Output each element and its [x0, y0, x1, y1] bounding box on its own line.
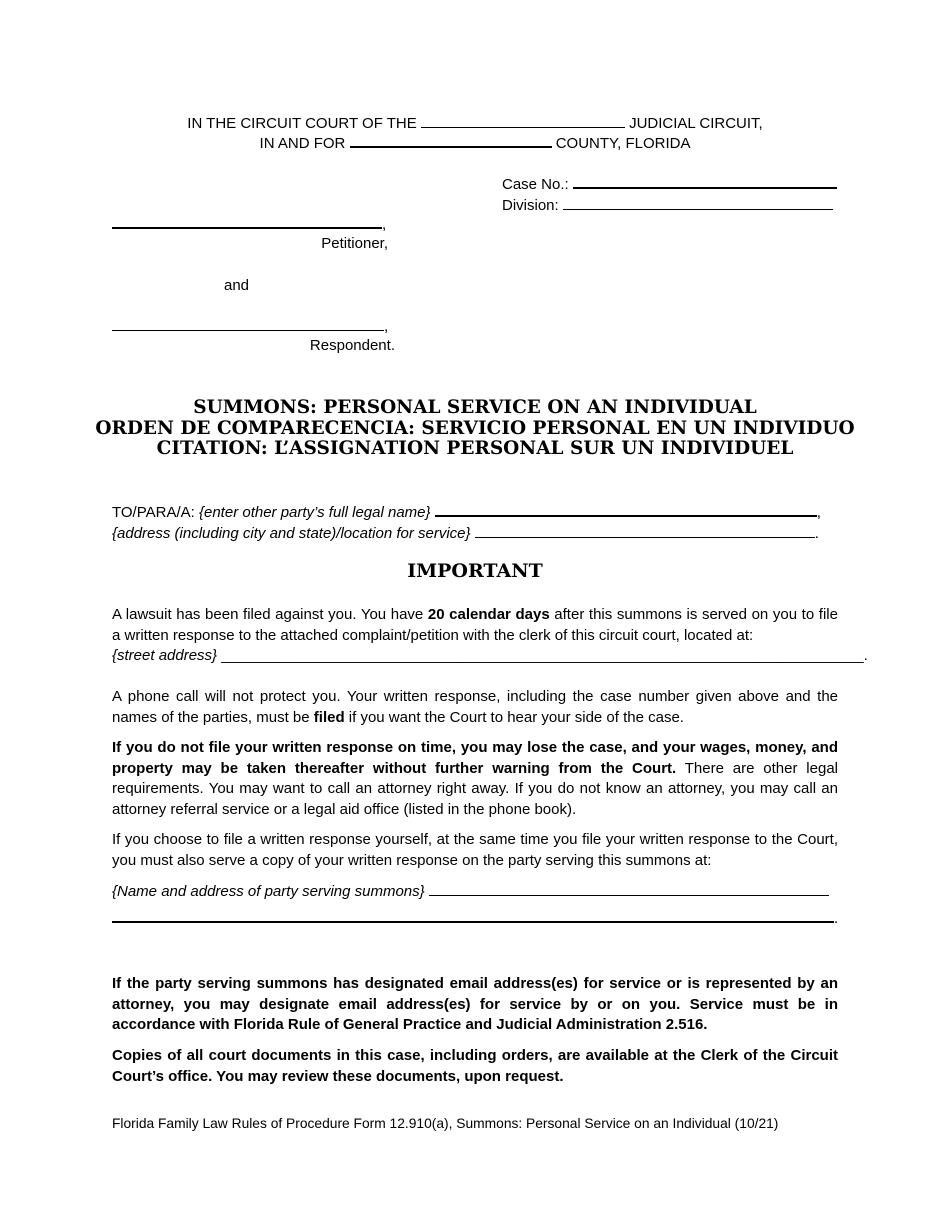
case-no-field[interactable]	[573, 187, 837, 189]
paragraph-warning	[112, 738, 838, 820]
p6-text: Copies of all court documents in this case, including orders, are available at the Clerk of the Circuit Court’s office. You may review these documents, upon request.	[112, 1047, 838, 1085]
serving-party-row-2: .	[112, 910, 844, 930]
p2-filed: filed	[313, 708, 345, 726]
title-french: CITATION: L’ASSIGNATION PERSONAL SUR UN INDIVIDUEL	[156, 438, 794, 459]
serving-party-hint: {Name and address of party serving summons}	[112, 883, 425, 900]
other-party-name-field[interactable]	[435, 515, 817, 517]
form-footer: Florida Family Law Rules of Procedure Form 12.910(a), Summons: Personal Service on an Individual (10/21)	[112, 1116, 779, 1131]
important-heading: IMPORTANT	[407, 560, 543, 582]
respondent-label: Respondent.	[309, 337, 395, 354]
division-field[interactable]	[563, 209, 833, 210]
county-field[interactable]	[350, 146, 552, 148]
p2-text-a: A phone call will not protect you. Your written response, including the case number given above and the names of the parties, must be	[112, 688, 838, 726]
p3-text: There are other legal requirements. You may want to call an attorney right away. If you do not know an attorney, you may call an attorney referral service or a legal aid office (listed in the phone book).	[112, 759, 838, 818]
division-row	[502, 196, 842, 217]
p1-text-a: A lawsuit has been filed against you. You have	[112, 606, 428, 623]
petitioner-block	[112, 216, 392, 254]
p1-text-b: after this summons is served on you to file a written response to the attached complaint/petition with the clerk of this circuit court, located at:	[112, 606, 838, 644]
paragraph-email-service	[112, 974, 838, 1036]
title-spanish: ORDEN DE COMPARECENCIA: SERVICIO PERSONAL EN UN INDIVIDUO	[95, 417, 855, 439]
judicial-circuit-field[interactable]	[421, 127, 625, 128]
serving-party-field-2[interactable]	[112, 921, 834, 923]
court-suffix: JUDICIAL CIRCUIT,	[629, 115, 763, 132]
respondent-name-field[interactable]	[112, 330, 384, 331]
to-label: TO/PARA/A:	[112, 504, 195, 521]
paragraph-lawsuit-filed	[112, 605, 868, 667]
paragraph-phone-call	[112, 687, 838, 728]
county-prefix: IN AND FOR	[259, 135, 346, 152]
division-label: Division:	[502, 196, 559, 214]
court-header	[0, 114, 950, 154]
street-address-blank[interactable]: _____________________________________________________________________________.	[221, 647, 868, 664]
petitioner-row: ,	[112, 216, 392, 234]
title-english: SUMMONS: PERSONAL SERVICE ON AN INDIVIDUAL	[193, 397, 757, 418]
address-row: {address (including city and state)/location for service} .	[112, 525, 819, 542]
case-info	[502, 175, 842, 216]
serving-party-block	[112, 881, 844, 930]
p3-warning-bold: If you do not file your written response on time, you may lose the case, and your wages, money, and property may be taken thereafter without further warning from the Court.	[112, 739, 838, 777]
serving-party-row	[112, 881, 844, 902]
to-block	[112, 502, 844, 544]
address-hint: {address (including city and state)/location for service}	[112, 525, 471, 542]
to-row: TO/PARA/A: {enter other party’s full legal name} ,	[112, 504, 821, 521]
petitioner-label: Petitioner,	[321, 235, 388, 252]
p2-text-b: if you want the Court to hear your side of the case.	[344, 708, 684, 726]
respondent-row: ,	[112, 318, 402, 336]
street-address-hint: {street address}	[112, 647, 218, 664]
county-line	[0, 134, 950, 154]
case-no-label: Case No.:	[502, 176, 569, 193]
p1-deadline: 20 calendar days	[427, 606, 550, 623]
service-address-field[interactable]	[475, 537, 815, 538]
court-line	[0, 114, 950, 134]
p5-text: If the party serving summons has designated email address(es) for service or is represented by an attorney, you may designate email address(es) for service by or on you. Service must be in accordance with Florida Rule of General Practice and Judicial Administration 2.516.	[112, 975, 838, 1033]
document-title	[60, 398, 890, 460]
and-label: and	[224, 277, 250, 294]
court-prefix: IN THE CIRCUIT COURT OF THE	[187, 115, 417, 132]
serving-party-field[interactable]	[429, 895, 829, 896]
case-no-row	[502, 175, 842, 196]
street-address-row	[112, 646, 868, 667]
county-suffix: COUNTY, FLORIDA	[555, 135, 691, 152]
to-name-hint: {enter other party’s full legal name}	[198, 504, 431, 521]
respondent-block	[112, 318, 402, 356]
paragraph-copies	[112, 1046, 838, 1087]
paragraph-serve-copy: If you choose to file a written response yourself, at the same time you file your written response to the Court, you must also serve a copy of your written response on the party serving this summons at:	[112, 831, 838, 869]
petitioner-name-field[interactable]	[112, 227, 382, 229]
